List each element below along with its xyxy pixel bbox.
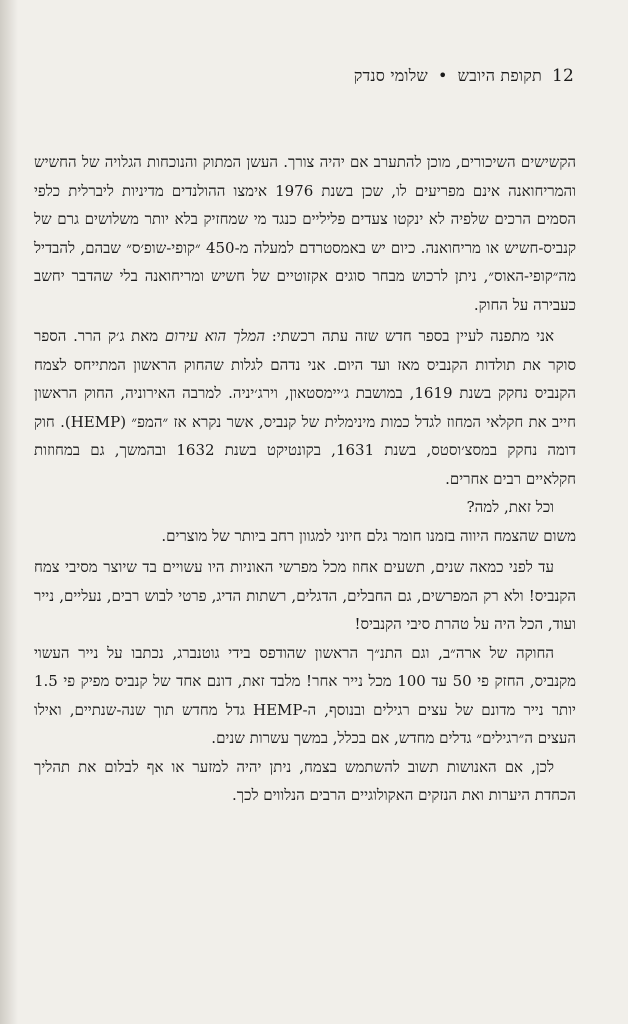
page-binding-shadow [0, 0, 18, 1024]
header-book-title: תקופת היובש [457, 66, 542, 85]
paragraph-3: וכל זאת, למה? [466, 498, 554, 516]
paragraph-2 [34, 322, 576, 493]
running-header [34, 66, 574, 86]
paragraph-2-text: מאת ג׳ק הרר. הספר סוקר את תולדות הקנביס מאז ועד היום. אני נדהם לגלות שהחוק הראשון המתייחס לצמח הקנביס נחקק בשנת 1619, במושבת ג׳יימסטאון, וירג׳יניה. למרבה האירוניה, החוק הראשון חייב את חקלאי המחוז לגדל כמות מינימלית של קנביס, אשר נקרא אז ״המפ״ (HEMP). חוק דומה נחקק במסצ׳וסטס, בשנת 1631, בקונטיקט בשנת 1632 ובהמשך, גם במחוזות חקלאיים רבים אחרים. [34, 327, 577, 488]
header-separator: • [437, 66, 448, 85]
paragraph-2-lead: אני מתפנה לעיין בספר חדש שזה עתה רכשתי: [265, 327, 555, 345]
paragraph-6: החוקה של ארה״ב, וגם התנ״ך הראשון שהודפס בידי גוטנברג, נכתבו על נייר העשוי מקנביס, החזק פי 50 עד 100 מכל נייר אחר! מלבד זאת, דונם אחד של קנביס מפיק פי 1.5 יותר נייר מדונם של עצים רגילים ובנוסף, ה-HEMP גדל מחדש תוך שנה-שנתיים, ואילו העצים ה״רגילים״ גדלים מחדש, אם בכלל, במשך עשרות שנים. [34, 643, 576, 747]
paragraph-4: משום שהצמח היווה בזמנו חומר גלם חיוני למגוון רחב ביותר של מוצרים. [161, 526, 576, 545]
paragraph-7: לכן, אם האנושות תשוב להשתמש בצמח, ניתן יהיה למזער או אף לבלום את תהליך הכחדת היערות ואת הנזקים האקולוגיים הרבים הנלווים לכך. [34, 757, 576, 804]
paragraph-5: עד לפני כמאה שנים, תשעים אחוז מכל מפרשי האוניות היו עשויים בד שיוצר מסיבי צמח הקנביס! ולא רק המפרשים, גם החבלים, הדגלים, רשתות הדיג, פרטי לבוש רבים, נעליים, נייר ועוד, הכל היה על טהרת סיבי הקנביס! [34, 558, 576, 633]
header-author: שלומי סנדק [353, 66, 428, 85]
cited-book-title: המלך הוא עירום [164, 327, 266, 345]
page-number: 12 [551, 66, 574, 86]
body-text [34, 148, 576, 810]
paragraph-1: הקשישים השיכורים, מוכן להתערב אם יהיה צורך. העשן המתוק והנוכחות הגלויה של החשיש והמריחואנה אינם מפריעים לו, שכן בשנת 1976 אימצו ההולנדים מדיניות ליברלית כלפי הסמים הרכים שלפיה לא ינקטו צעדים פליליים כנגד מי שמחזיק בלא יותר משלושים גרם של קנביס-חשיש או מריחואנה. כיום יש באמסטרדם למעלה מ-450 ״קופי-שופ׳ס״ שבהם, להבדיל מה״קופי-האוס״, ניתן לרכוש מבחר סוגים אקזוטיים של חשיש ומריחואנה בלי שהדבר יחשב כעבירה על החוק. [34, 153, 576, 314]
